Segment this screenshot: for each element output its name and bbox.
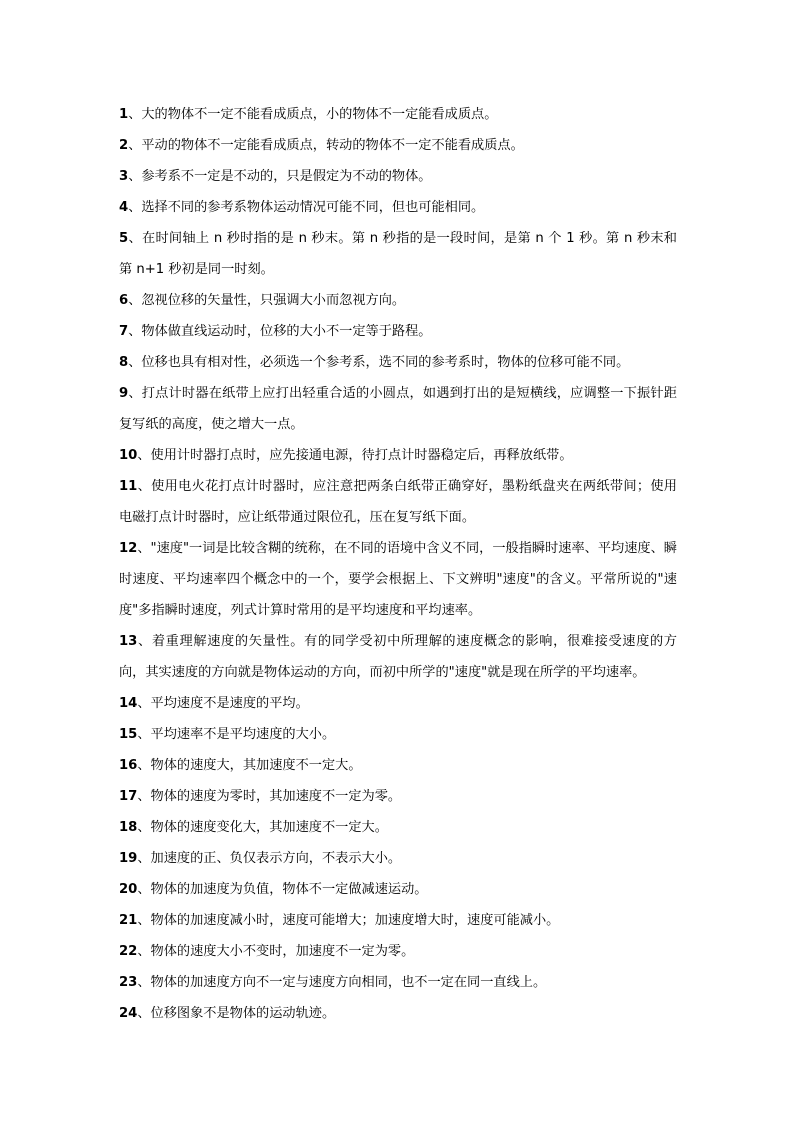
item-text: 、大的物体不一定不能看成质点，小的物体不一定能看成质点。 — [128, 107, 498, 122]
item-number: 16 — [119, 758, 138, 773]
item-number: 5 — [119, 231, 129, 246]
item-text: 、使用计时器打点时，应先接通电源，待打点计时器稳定后，再释放纸带。 — [137, 448, 573, 463]
list-item — [119, 99, 677, 130]
item-number: 13 — [119, 634, 138, 649]
item-number: 20 — [119, 882, 138, 897]
document-body — [119, 99, 677, 1029]
list-item — [119, 161, 677, 192]
item-number: 12 — [119, 541, 138, 556]
item-text: 、物体的速度大小不变时，加速度不一定为零。 — [137, 944, 415, 959]
item-text: 、物体的加速度为负值，物体不一定做减速运动。 — [137, 882, 428, 897]
item-text: 、加速度的正、负仅表示方向，不表示大小。 — [137, 851, 402, 866]
item-number: 4 — [119, 200, 129, 215]
list-item — [119, 781, 677, 812]
item-text: 、物体的速度为零时，其加速度不一定为零。 — [137, 789, 402, 804]
item-number: 24 — [119, 1006, 138, 1021]
item-number: 22 — [119, 944, 138, 959]
list-item — [119, 843, 677, 874]
list-item — [119, 378, 677, 440]
item-number: 1 — [119, 107, 129, 122]
item-text: 、位移图象不是物体的运动轨迹。 — [137, 1006, 336, 1021]
item-number: 2 — [119, 138, 129, 153]
item-text: 、着重理解速度的矢量性。有的同学受初中所理解的速度概念的影响，很难接受速度的方向，其实速度的方向就是物体运动的方向，而初中所学的"速度"就是现在所学的平均速率。 — [119, 634, 677, 680]
item-text: 、选择不同的参考系物体运动情况可能不同，但也可能相同。 — [128, 200, 485, 215]
item-text: 、使用电火花打点计时器时，应注意把两条白纸带正确穿好，墨粉纸盘夹在两纸带间；使用电磁打点计时器时，应让纸带通过限位孔，压在复写纸下面。 — [119, 479, 677, 525]
list-item — [119, 812, 677, 843]
list-item — [119, 533, 677, 626]
list-item — [119, 223, 677, 285]
item-number: 11 — [119, 479, 138, 494]
item-number: 7 — [119, 324, 129, 339]
item-number: 9 — [119, 386, 129, 401]
item-number: 19 — [119, 851, 138, 866]
list-item — [119, 316, 677, 347]
list-item — [119, 688, 677, 719]
list-item — [119, 471, 677, 533]
item-number: 3 — [119, 169, 129, 184]
list-item — [119, 905, 677, 936]
list-item — [119, 440, 677, 471]
item-number: 15 — [119, 727, 138, 742]
item-text: 、物体做直线运动时，位移的大小不一定等于路程。 — [128, 324, 432, 339]
item-text: 、平动的物体不一定能看成质点，转动的物体不一定不能看成质点。 — [128, 138, 524, 153]
item-number: 21 — [119, 913, 138, 928]
list-item — [119, 347, 677, 378]
item-text: 、平均速度不是速度的平均。 — [137, 696, 309, 711]
list-item — [119, 719, 677, 750]
item-text: 、在时间轴上 n 秒时指的是 n 秒末。第 n 秒指的是一段时间，是第 n 个 1 秒。第 n 秒末和第 n+1 秒初是同一时刻。 — [119, 231, 677, 277]
item-number: 23 — [119, 975, 138, 990]
list-item — [119, 936, 677, 967]
item-text: 、平均速率不是平均速度的大小。 — [137, 727, 336, 742]
item-text: 、忽视位移的矢量性，只强调大小而忽视方向。 — [128, 293, 406, 308]
list-item — [119, 626, 677, 688]
list-item — [119, 874, 677, 905]
list-item — [119, 750, 677, 781]
list-item — [119, 192, 677, 223]
item-number: 17 — [119, 789, 138, 804]
item-text: 、参考系不一定是不动的，只是假定为不动的物体。 — [128, 169, 432, 184]
item-text: 、物体的加速度方向不一定与速度方向相同，也不一定在同一直线上。 — [137, 975, 547, 990]
item-text: 、物体的速度大，其加速度不一定大。 — [137, 758, 362, 773]
item-number: 6 — [119, 293, 129, 308]
item-text: 、物体的加速度减小时，速度可能增大；加速度增大时，速度可能减小。 — [137, 913, 560, 928]
list-item — [119, 285, 677, 316]
item-text: 、"速度"一词是比较含糊的统称，在不同的语境中含义不同，一般指瞬时速率、平均速度、瞬时速度、平均速率四个概念中的一个，要学会根据上、下文辨明"速度"的含义。平常所说的"速度"多指瞬时速度，列式计算时常用的是平均速度和平均速率。 — [119, 541, 677, 618]
item-text: 、位移也具有相对性，必须选一个参考系，选不同的参考系时，物体的位移可能不同。 — [128, 355, 630, 370]
item-number: 14 — [119, 696, 138, 711]
item-number: 10 — [119, 448, 138, 463]
item-text: 、物体的速度变化大，其加速度不一定大。 — [137, 820, 388, 835]
item-number: 8 — [119, 355, 129, 370]
item-text: 、打点计时器在纸带上应打出轻重合适的小圆点，如遇到打出的是短横线，应调整一下振针距复写纸的高度，使之增大一点。 — [119, 386, 677, 432]
list-item — [119, 130, 677, 161]
list-item — [119, 998, 677, 1029]
item-number: 18 — [119, 820, 138, 835]
list-item — [119, 967, 677, 998]
